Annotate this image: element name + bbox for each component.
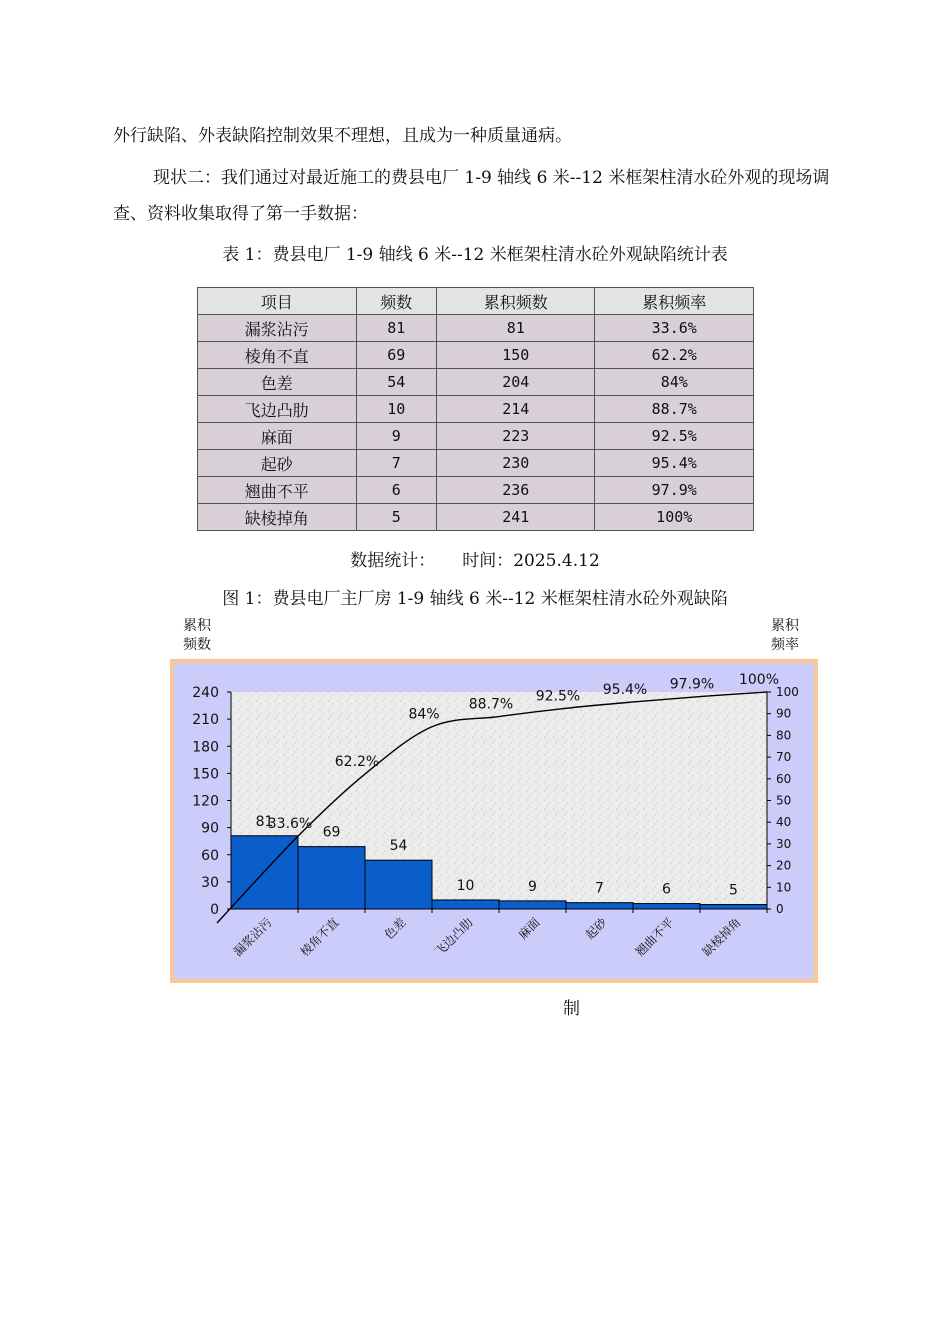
cell-item: 麻面 <box>198 423 357 450</box>
cell-item: 飞边凸肋 <box>198 396 357 423</box>
table-row <box>198 477 754 504</box>
y2-tick-label: 20 <box>776 858 792 873</box>
table-row <box>198 396 754 423</box>
table-row <box>198 342 754 369</box>
bar <box>499 901 566 909</box>
pareto-chart <box>170 659 818 983</box>
header-item: 项目 <box>198 288 357 315</box>
cell-frequency: 9 <box>356 423 436 450</box>
table-row <box>198 369 754 396</box>
table-footer: 数据统计： 时间：2025.4.12 <box>350 551 600 571</box>
x-tick-label: 起砂 <box>582 915 610 943</box>
bar <box>432 900 499 909</box>
cell-rate: 100% <box>595 504 754 531</box>
y-tick-label: 240 <box>192 685 219 701</box>
bar-value-label: 81 <box>255 813 274 830</box>
bar-value-label: 9 <box>528 878 537 895</box>
y2-tick-label: 100 <box>776 685 799 699</box>
table-row <box>198 504 754 531</box>
y-tick-label: 30 <box>201 874 219 891</box>
table-row <box>198 450 754 477</box>
x-tick-label: 棱角不直 <box>297 915 342 960</box>
bar <box>700 904 767 909</box>
cell-frequency: 7 <box>356 450 436 477</box>
cell-frequency: 54 <box>356 369 436 396</box>
bar-value-label: 7 <box>595 880 604 897</box>
cumulative-label: 33.6% <box>267 816 313 833</box>
y2-tick-label: 70 <box>776 750 792 765</box>
bar <box>633 904 700 909</box>
cell-rate: 88.7% <box>595 396 754 423</box>
cell-frequency: 81 <box>356 315 436 342</box>
cell-rate: 33.6% <box>595 315 754 342</box>
y2-tick-label: 90 <box>776 706 792 721</box>
cumulative-label: 84% <box>408 706 440 723</box>
x-tick-label: 翘曲不平 <box>632 915 677 960</box>
bar <box>566 903 633 909</box>
bar-value-label: 6 <box>662 881 671 898</box>
bar-value-label: 10 <box>456 877 475 894</box>
header-cumulative-rate: 累积频率 <box>595 288 754 315</box>
cell-cumulative: 150 <box>436 342 595 369</box>
bar-value-label: 5 <box>729 882 738 899</box>
cell-item: 起砂 <box>198 450 357 477</box>
cumulative-label: 88.7% <box>468 696 514 713</box>
paragraph-2: 现状二：我们通过对最近施工的费县电厂 1-9 轴线 6 米--12 米框架柱清水砼外观的现场调查、资料收集取得了第一手数据： <box>113 168 830 224</box>
y2-tick-label: 30 <box>776 836 792 851</box>
y-tick-label: 150 <box>192 766 219 783</box>
table-row <box>198 423 754 450</box>
y2-tick-label: 10 <box>776 880 792 895</box>
y-tick-label: 90 <box>201 820 219 837</box>
y2-tick-label: 0 <box>776 902 784 916</box>
y2-tick-label: 80 <box>776 728 792 743</box>
cell-item: 漏浆沾污 <box>198 315 357 342</box>
cell-frequency: 10 <box>356 396 436 423</box>
y-tick-label: 60 <box>201 847 219 864</box>
x-tick-label: 麻面 <box>515 915 543 943</box>
y2-tick-label: 40 <box>776 815 792 830</box>
cell-frequency: 69 <box>356 342 436 369</box>
bar-value-label: 54 <box>389 838 408 855</box>
y-tick-label: 120 <box>192 793 219 810</box>
x-tick-label: 缺棱掉角 <box>699 915 744 960</box>
y-tick-label: 0 <box>210 902 219 918</box>
table-caption: 表 1：费县电厂 1-9 轴线 6 米--12 米框架柱清水砼外观缺陷统计表 <box>222 245 728 265</box>
bar <box>365 860 432 909</box>
paragraph-1: 外行缺陷、外表缺陷控制效果不理想，且成为一种质量通病。 <box>113 126 572 146</box>
bar <box>298 847 365 909</box>
cell-rate: 84% <box>595 369 754 396</box>
header-frequency: 频数 <box>356 288 436 315</box>
x-tick-label: 色差 <box>381 915 409 943</box>
cell-rate: 92.5% <box>595 423 754 450</box>
cell-cumulative: 241 <box>436 504 595 531</box>
cumulative-label: 92.5% <box>535 688 581 705</box>
bar-value-label: 69 <box>322 824 341 841</box>
trailing-text: 制 <box>563 999 580 1019</box>
cell-cumulative: 81 <box>436 315 595 342</box>
right-axis-title: 累积 频率 <box>771 618 799 653</box>
cumulative-label: 62.2% <box>334 754 380 771</box>
figure-caption: 图 1：费县电厂主厂房 1-9 轴线 6 米--12 米框架柱清水砼外观缺陷 <box>222 589 728 609</box>
cell-cumulative: 236 <box>436 477 595 504</box>
y2-tick-label: 60 <box>776 771 792 786</box>
y2-tick-label: 50 <box>776 793 792 808</box>
cumulative-label: 100% <box>738 672 780 688</box>
left-axis-title: 累积 频数 <box>183 618 211 653</box>
cell-frequency: 6 <box>356 477 436 504</box>
cell-cumulative: 214 <box>436 396 595 423</box>
cell-rate: 62.2% <box>595 342 754 369</box>
table-row <box>198 315 754 342</box>
table-header-row <box>198 288 754 315</box>
pareto-chart-svg <box>174 663 814 979</box>
x-tick-label: 漏浆沾污 <box>230 915 275 960</box>
defect-statistics-table <box>197 287 754 531</box>
cell-rate: 97.9% <box>595 477 754 504</box>
cell-item: 翘曲不平 <box>198 477 357 504</box>
y-tick-label: 180 <box>192 739 219 756</box>
cumulative-label: 95.4% <box>602 681 648 698</box>
cell-cumulative: 204 <box>436 369 595 396</box>
cell-cumulative: 230 <box>436 450 595 477</box>
cell-cumulative: 223 <box>436 423 595 450</box>
cumulative-label: 97.9% <box>669 676 715 693</box>
cell-rate: 95.4% <box>595 450 754 477</box>
y-tick-label: 210 <box>192 712 219 729</box>
cell-item: 棱角不直 <box>198 342 357 369</box>
cell-item: 缺棱掉角 <box>198 504 357 531</box>
cell-item: 色差 <box>198 369 357 396</box>
cell-frequency: 5 <box>356 504 436 531</box>
header-cumulative-frequency: 累积频数 <box>436 288 595 315</box>
x-tick-label: 飞边凸肋 <box>431 915 476 960</box>
